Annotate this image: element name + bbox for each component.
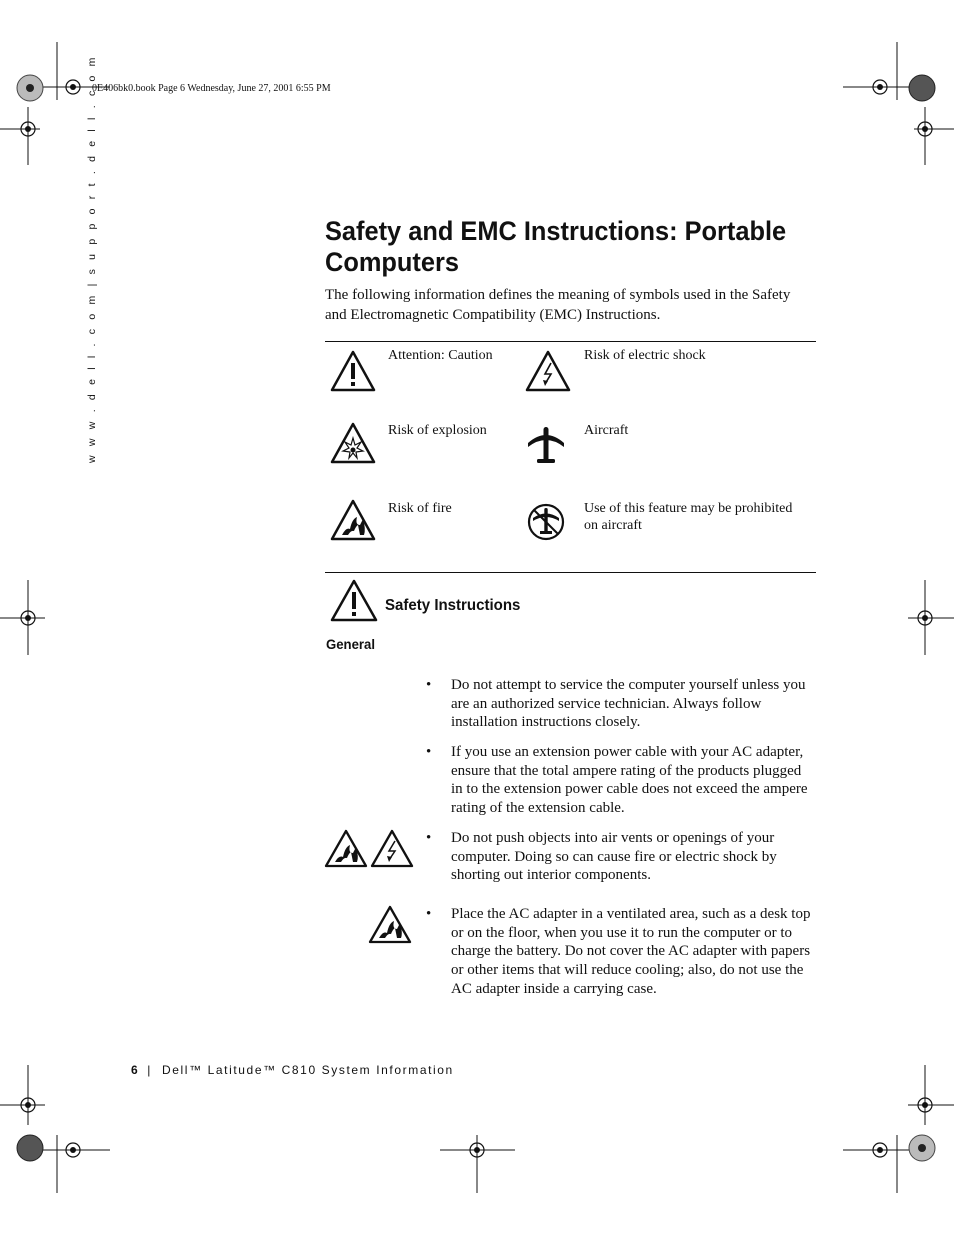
fire-icon <box>368 905 414 945</box>
bullet-marker: • <box>426 744 432 760</box>
print-info-header: 0E406bk0.book Page 6 Wednesday, June 27, 2001 6:55 PM <box>92 83 331 94</box>
symbol-label: Risk of explosion <box>388 423 487 438</box>
subsection-heading: General <box>326 636 376 652</box>
symbol-row-aircraft-prohibited <box>520 498 815 548</box>
symbol-label: Use of this feature may be prohibited on aircraft <box>584 501 793 533</box>
list-item-text: Do not attempt to service the computer yourself unless you are an authorized service technician. Always follow installation instructions closely. <box>451 677 806 731</box>
list-item <box>426 905 811 1000</box>
symbol-label: Risk of electric shock <box>584 348 706 363</box>
symbol-label: Attention: Caution <box>388 348 493 363</box>
list-item-text: Place the AC adapter in a ventilated area, such as a desk top or on the floor, when you use it to run the computer or to charge the battery. Do not cover the AC adapter with papers or other items that will reduce cooling; also, do not use the AC adapter inside a carrying case. <box>451 906 811 997</box>
explosion-icon <box>330 422 380 466</box>
symbol-row-aircraft <box>520 420 815 470</box>
electric-shock-icon <box>370 829 416 869</box>
aircraft-prohibited-icon <box>526 501 574 547</box>
footer-separator: | <box>147 1063 152 1077</box>
list-item-text: If you use an extension power cable with your AC adapter, ensure that the total ampere rating of the products plugged in to the extension power cable does not exceed the ampere rating of the extension cable. <box>451 744 808 817</box>
divider <box>325 341 816 342</box>
symbol-row-explosion <box>325 420 525 470</box>
page-title <box>325 216 795 278</box>
page-number: 6 <box>131 1063 140 1077</box>
list-item <box>426 743 811 823</box>
symbol-row-caution <box>325 345 525 395</box>
bullet-marker: • <box>426 830 432 846</box>
section-heading: Safety Instructions <box>385 597 521 614</box>
symbol-label: Aircraft <box>584 423 629 438</box>
aircraft-icon <box>526 423 576 469</box>
symbol-label: Risk of fire <box>388 501 452 516</box>
symbol-row-fire <box>325 498 525 548</box>
page-title-line-2: Computers <box>325 247 459 277</box>
footer-doc-title: Dell™ Latitude™ C810 System Information <box>162 1063 454 1077</box>
caution-icon <box>330 350 380 394</box>
symbol-row-electric-shock <box>520 345 815 395</box>
page-footer <box>131 1063 454 1077</box>
divider <box>325 572 816 573</box>
electric-shock-icon <box>525 350 575 394</box>
bullet-marker: • <box>426 677 432 693</box>
list-item <box>426 676 811 736</box>
page-title-line-1: Safety and EMC Instructions: Portable <box>325 216 787 246</box>
list-item <box>426 829 811 889</box>
fire-icon <box>324 829 370 869</box>
side-url: w w w . d e l l . c o m | s u p p o r t . d e l l . c o m <box>86 54 98 463</box>
list-item-text: Do not push objects into air vents or openings of your computer. Doing so can cause fire or electric shock by shorting out interior components. <box>451 830 777 884</box>
fire-icon <box>330 499 380 543</box>
intro-paragraph: The following information defines the meaning of symbols used in the Safety and Electromagnetic Compatibility (EMC) Instructions. <box>325 287 791 323</box>
caution-icon <box>329 579 379 623</box>
bullet-marker: • <box>426 906 432 922</box>
